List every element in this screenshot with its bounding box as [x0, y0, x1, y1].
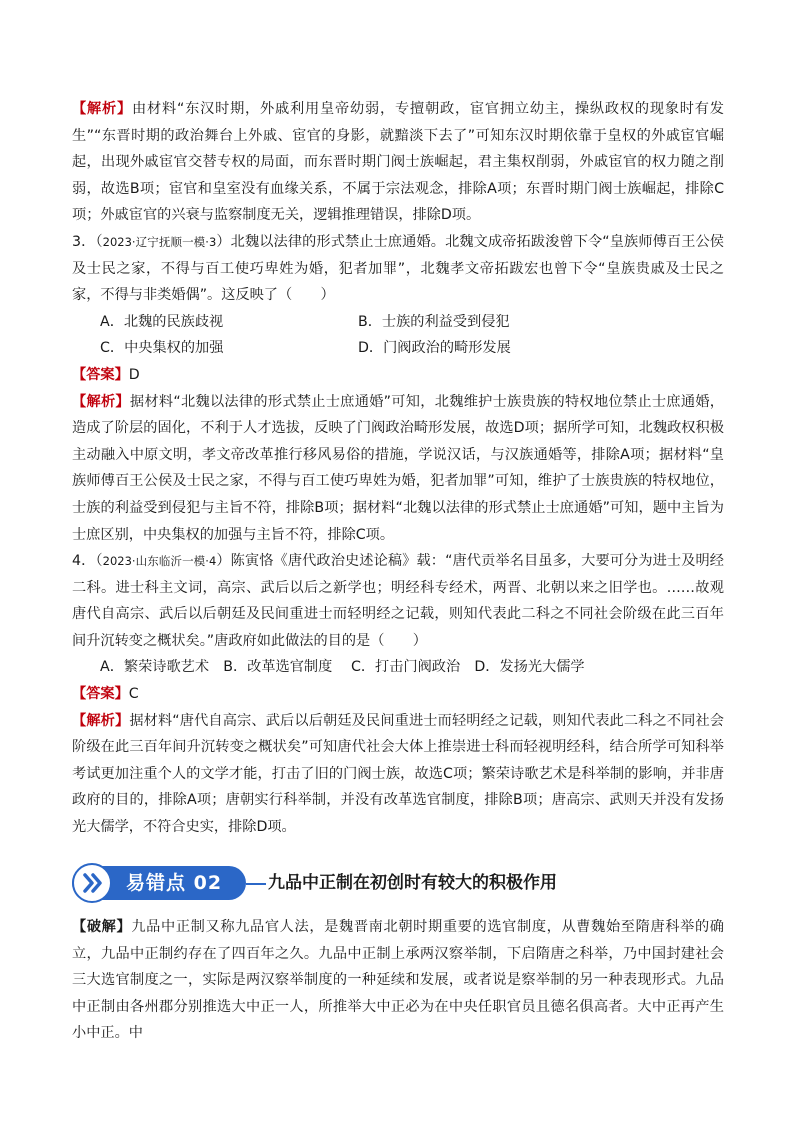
option-b[interactable]: B．士族的利益受到侵犯: [358, 313, 510, 330]
pojie-tag: 【破解】: [72, 919, 132, 935]
section-banner-connector: [246, 883, 266, 885]
analysis-tag: 【解析】: [72, 712, 130, 729]
analysis-text: 据材料“唐代自高宗、武后以后朝廷及民间重进士而轻明经之记载，则知代表此二科之不同社会阶级在此三百年间升沉转变之概状矣”可知唐代社会大体上推崇进士科而轻视明经科，结合所学可知科举考试更加注重个人的文学才能，打击了旧的门阀士族，故选C项；繁荣诗歌艺术是科举制的影响，并非唐政府的目的，排除A项；唐朝实行科举制，并没有改革选官制度，排除B项；唐高宗、武则天并没有发扬光大儒学，不符合史实，排除D项。: [72, 712, 724, 836]
answer-line: [72, 681, 724, 708]
answer-tag: 【答案】: [72, 366, 129, 383]
question-4-options[interactable]: A．繁荣诗歌艺术 B．改革选官制度 C．打击门阀政治 D．发扬光大儒学: [100, 659, 585, 676]
document-body: [72, 96, 724, 841]
question-number: 4．（: [72, 553, 103, 570]
question-4: [72, 548, 724, 654]
question-stem: ）陈寅恪《唐代政治史述论稿》载：“唐代贡举名目虽多，大要可分为进士及明经二科。进士科主文词，高宗、武后以后之新学也；明经科专经术，两晋、北朝以来之旧学也。……故观唐代自高宗、武后以后朝廷及民间重进士而轻明经之记载，则知代表此二科之不同社会阶级在此三百年间升沉转变之概状矣。”唐政府如此做法的目的是（ ）: [72, 553, 724, 649]
question-source: 2023·山东临沂一模·4: [102, 554, 217, 569]
question-3: [72, 229, 724, 309]
pojie-text: 九品中正制又称九品官人法，是魏晋南北朝时期重要的选官制度，从曹魏始至隋唐科举的确立，九品中正制约存在了四百年之久。九品中正制上承两汉察举制，下启隋唐之科举，乃中国封建社会三大选官制度之一，实际是两汉察举制度的一种延续和发展，或者说是察举制的另一种表现形式。九品中正制由各州郡分别推选大中正一人，所推举大中正必为在中央任职官员且德名俱高者。大中正再产生小中正。中: [72, 919, 724, 1042]
question-number: 3．（: [72, 233, 103, 250]
analysis-text: 据材料“北魏以法律的形式禁止士庶通婚”可知，北魏维护士族贵族的特权地位禁止士庶通婚，造成了阶层的固化，不利于人才选拔，反映了门阀政治畸形发展，故选D项；据所学可知，北魏政权积极主动融入中原文明，孝文帝改革推行移风易俗的措施，学说汉话，与汉族通婚等，排除A项；据材料“皇族师傅百王公侯及士民之家，不得与百工使巧卑姓为婚，犯者加罪”可知，维护了士族贵族的特权地位，士族的利益受到侵犯与主旨不符，排除B项；据材料“北魏以法律的形式禁止士庶通婚”可知，题中主旨为士庶区别，中央集权的加强与主旨不符，排除C项。: [72, 393, 724, 543]
analysis-tag: 【解析】: [72, 393, 130, 410]
analysis-block: [72, 389, 724, 549]
analysis-tag: 【解析】: [72, 101, 132, 117]
section-title: 九品中正制在初创时有较大的积极作用: [268, 873, 557, 893]
analysis-text: 由材料“东汉时期，外戚利用皇帝幼弱，专擅朝政，宦官拥立幼主，操纵政权的现象时有发生”“东晋时期的政治舞台上外戚、宦官的身影，就黯淡下去了”可知东汉时期依靠于皇权的外戚宦官崛起，出现外戚宦官交替专权的局面，而东晋时期门阀士族崛起，君主集权削弱，外戚宦官的权力随之削弱，故选B项；宦官和皇室没有血缘关系，不属于宗法观念，排除A项；东晋时期门阀士族崛起，排除C项；外戚宦官的兴衰与监察制度无关，逻辑推理错误，排除D项。: [72, 101, 724, 224]
analysis-block: [72, 708, 724, 841]
answer-value: D: [128, 366, 140, 383]
answer-value: C: [128, 686, 139, 703]
pojie-block: [72, 914, 724, 1047]
double-chevron-right-icon: [72, 863, 112, 903]
section-label: 易错点 02: [126, 872, 223, 894]
question-source: 2023·辽宁抚顺一模·3: [102, 234, 217, 249]
option-c[interactable]: C．中央集权的加强: [100, 340, 224, 357]
analysis-block-prev: [72, 96, 724, 229]
question-3-options: [72, 309, 724, 362]
answer-line: [72, 362, 724, 389]
option-a[interactable]: A．北魏的民族歧视: [100, 313, 224, 330]
pojie-paragraph: [72, 914, 724, 1047]
question-stem: ）北魏以法律的形式禁止士庶通婚。北魏文成帝拓跋浚曾下令“皇族师傅百王公侯及士民之家，不得与百工使巧卑姓为婚，犯者加罪”，北魏孝文帝拓跋宏也曾下令“皇族贵戚及士民之家，不得与非类婚偶”。这反映了（ ）: [72, 233, 724, 304]
answer-tag: 【答案】: [72, 686, 129, 703]
option-d[interactable]: D．门阀政治的畸形发展: [358, 340, 511, 357]
section-banner: [72, 862, 724, 904]
